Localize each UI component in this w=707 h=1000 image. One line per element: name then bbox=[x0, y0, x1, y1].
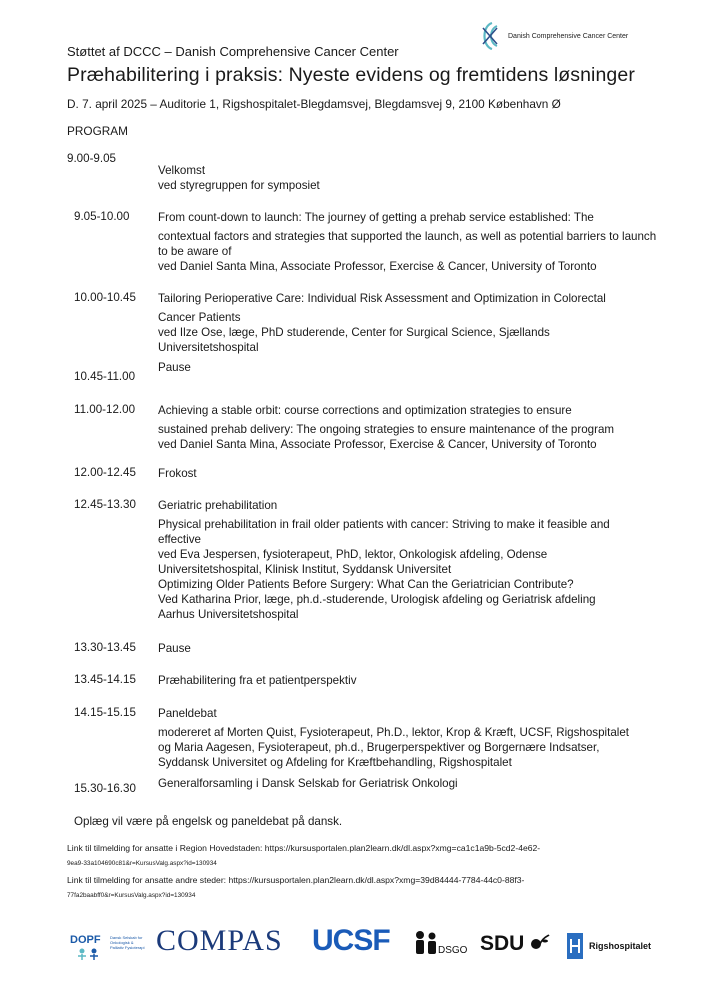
program-item bbox=[158, 163, 658, 193]
program-item bbox=[158, 403, 658, 452]
dopf-logo-text: DOPF bbox=[70, 934, 101, 946]
dsgo-logo-text: DSGO bbox=[438, 945, 468, 956]
sdu-leaf-icon bbox=[528, 932, 550, 954]
rigshospitalet-logo-text: Rigshospitalet bbox=[589, 941, 652, 951]
program-line: Optimizing Older Patients Before Surgery: What Can the Geriatrician Contribute? bbox=[158, 578, 574, 591]
dccc-logo-text: Danish Comprehensive Cancer Center bbox=[508, 33, 629, 40]
rigshospitalet-h-icon bbox=[567, 933, 583, 959]
program-time: 13.30-13.45 bbox=[74, 641, 136, 654]
support-line: Støttet af DCCC – Danish Comprehensive Cancer Center bbox=[67, 44, 399, 59]
program-line: ved styregruppen for symposiet bbox=[158, 179, 320, 192]
registration-link-other-cont[interactable]: 77fa2baabff0&r=KursusValg.aspx?id=130934 bbox=[67, 892, 196, 899]
registration-link-other[interactable]: Link til tilmelding for ansatte andre steder: https://kursusportalen.plan2learn.dk/dl.aspx?xmg=39d84444-7784-44c0-88f3- bbox=[67, 875, 525, 885]
dopf-logo-subtext: Dansk Selskab for Onkologisk & Palliativ Fysioterapi bbox=[110, 935, 145, 950]
program-item bbox=[158, 706, 658, 770]
program-item bbox=[158, 466, 658, 481]
program-line: sustained prehab delivery: The ongoing strategies to ensure maintenance of the program bbox=[158, 423, 615, 436]
program-time: 12.45-13.30 bbox=[74, 498, 136, 511]
program-item bbox=[158, 776, 658, 791]
dopf-logo bbox=[70, 933, 150, 963]
program-line: ved Daniel Santa Mina, Associate Professor, Exercise & Cancer, University of Toronto bbox=[158, 260, 597, 273]
registration-link-region-cont[interactable]: 9ea9-33a104690c81&r=KursusValg.aspx?id=130934 bbox=[67, 860, 217, 867]
rigshospitalet-emblem-icon bbox=[567, 933, 583, 959]
program-item bbox=[158, 641, 658, 656]
program-line: contextual factors and strategies that supported the launch, as well as potential barriers to launch to be aware of bbox=[158, 230, 657, 258]
dsgo-logo bbox=[412, 930, 474, 966]
program-line: Ved Katharina Prior, læge, ph.d.-studerende, Urologisk afdeling og Geriatrisk afdeling Aarhus Universitetshospital bbox=[158, 593, 596, 621]
program-line: Pause bbox=[158, 361, 191, 374]
program-line: Physical prehabilitation in frail older patients with cancer: Striving to make it feasible and effective bbox=[158, 518, 610, 546]
program-line: ved Eva Jespersen, fysioterapeut, PhD, lektor, Onkologisk afdeling, Odense Universitetshospital, Klinisk Institut, Syddansk Universitet bbox=[158, 548, 548, 576]
program-label: PROGRAM bbox=[67, 124, 128, 138]
program-item bbox=[158, 498, 658, 622]
program-item bbox=[158, 360, 658, 375]
program-item bbox=[158, 673, 658, 688]
program-time: 13.45-14.15 bbox=[74, 673, 136, 686]
program-time: 15.30-16.30 bbox=[74, 782, 136, 795]
program-line: ved Ilze Ose, læge, PhD studerende, Center for Surgical Science, Sjællands Universitetshospital bbox=[158, 326, 550, 354]
program-line: ved Daniel Santa Mina, Associate Professor, Exercise & Cancer, University of Toronto bbox=[158, 438, 597, 451]
program-line: Tailoring Perioperative Care: Individual Risk Assessment and Optimization in Colorectal bbox=[158, 292, 606, 305]
program-time: 9.05-10.00 bbox=[74, 210, 130, 223]
program-time: 14.15-15.15 bbox=[74, 706, 136, 719]
date-location: D. 7. april 2025 – Auditorie 1, Rigshospitalet-Blegdamsvej, Blegdamsvej 9, 2100 København Ø bbox=[67, 97, 561, 111]
language-note: Oplæg vil være på engelsk og paneldebat på dansk. bbox=[74, 815, 343, 828]
program-line: Generalforsamling i Dansk Selskab for Geriatrisk Onkologi bbox=[158, 777, 458, 790]
registration-link-region[interactable]: Link til tilmelding for ansatte i Region Hovedstaden: https://kursusportalen.plan2learn.dk/dl.aspx?xmg=ca1c1a9b-5cd2-4e62- bbox=[67, 843, 541, 853]
program-line: From count-down to launch: The journey of getting a prehab service established: The bbox=[158, 211, 594, 224]
program-line: Pause bbox=[158, 642, 191, 655]
compas-logo: COMPAS bbox=[156, 924, 283, 957]
program-line: Cancer Patients bbox=[158, 311, 241, 324]
program-line: Geriatric prehabilitation bbox=[158, 499, 278, 512]
program-time: 12.00-12.45 bbox=[74, 466, 136, 479]
program-line: Paneldebat bbox=[158, 707, 217, 720]
program-line: Præhabilitering fra et patientperspektiv bbox=[158, 674, 357, 687]
program-time: 9.00-9.05 bbox=[67, 152, 116, 165]
program-item bbox=[158, 291, 658, 355]
ucsf-logo: UCSF bbox=[312, 924, 390, 957]
program-time: 10.00-10.45 bbox=[74, 291, 136, 304]
program-line: Achieving a stable orbit: course corrections and optimization strategies to ensure bbox=[158, 404, 572, 417]
program-time: 11.00-12.00 bbox=[74, 403, 136, 416]
program-time: 10.45-11.00 bbox=[74, 370, 136, 383]
program-line: Frokost bbox=[158, 467, 197, 480]
dopf-figure-icon bbox=[76, 947, 104, 961]
program-line: Velkomst bbox=[158, 164, 206, 177]
program-line: modereret af Morten Quist, Fysioterapeut, Ph.D., lektor, Krop & Kræft, UCSF, Rigshospitalet og Maria Aagesen, Fysioterapeut, ph.d., Brugerperspektiver og Borgernære Indsatser, Syddansk Universitet og Afdeling for Kræftbehandling, Rigshospitalet bbox=[158, 726, 630, 769]
page-title: Præhabilitering i praksis: Nyeste evidens og fremtidens løsninger bbox=[67, 64, 635, 86]
program-item bbox=[158, 210, 658, 274]
dccc-logo-icon bbox=[478, 20, 502, 52]
sdu-logo: SDU bbox=[480, 932, 525, 955]
